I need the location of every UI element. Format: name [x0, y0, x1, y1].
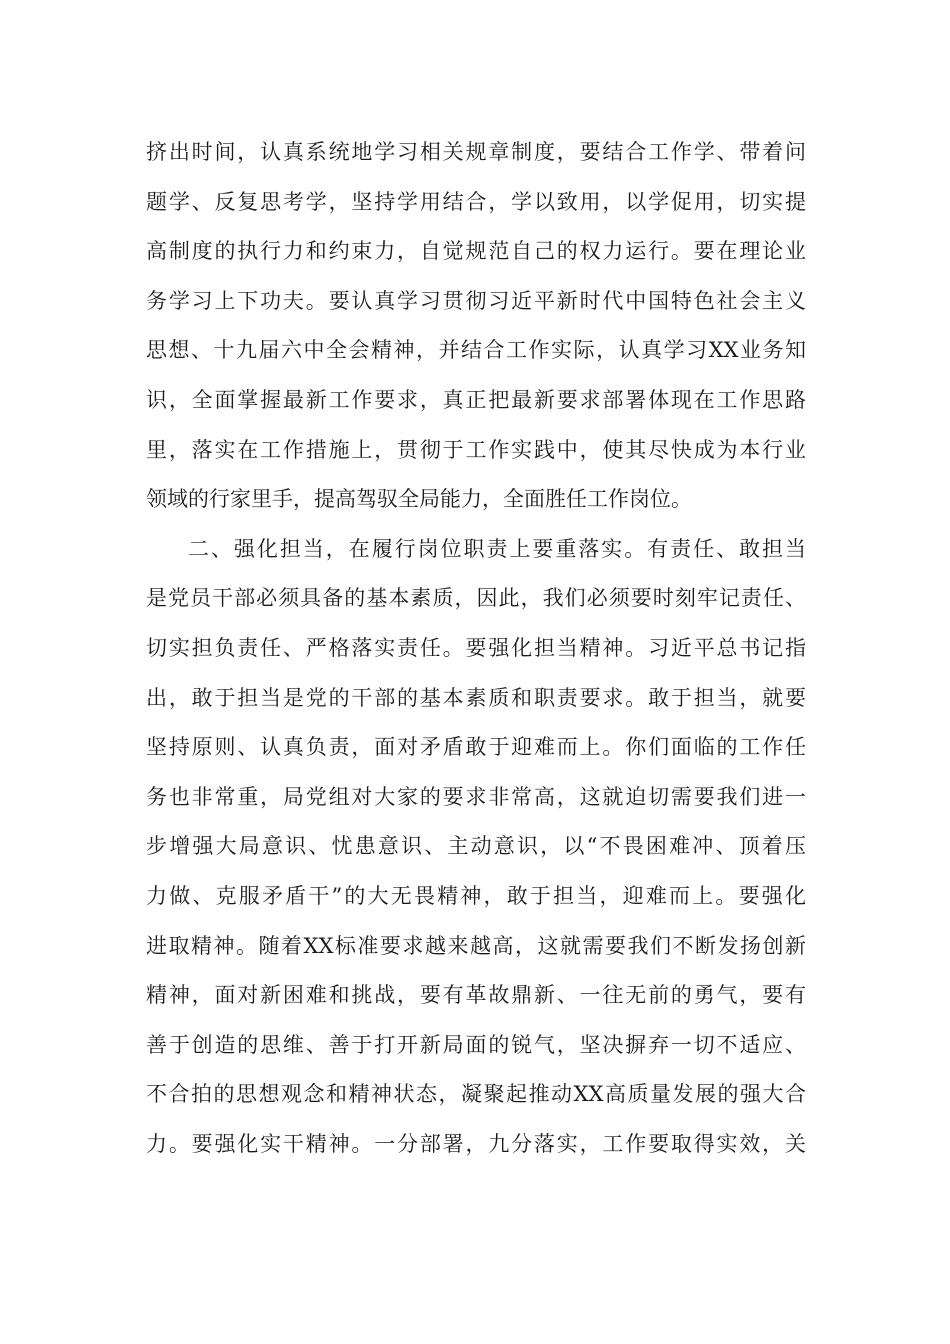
text-line: 不合拍的思想观念和精神状态，凝聚起推动XX高质量发展的强大合 — [146, 1082, 806, 1107]
text-line: 务也非常重，局党组对大家的要求非常高，这就迫切需要我们进一 — [146, 784, 806, 809]
text-line: 进取精神。随着XX标准要求越来越高，这就需要我们不断发扬创新 — [146, 933, 806, 958]
text-line: 力做、克服矛盾干”的大无畏精神，敢于担当，迎难而上。要强化 — [146, 883, 806, 908]
text-line: 步增强大局意识、忧患意识、主动意识，以“不畏困难冲、顶着压 — [146, 834, 806, 859]
text-line: 善于创造的思维、善于打开新局面的锐气，坚决摒弃一切不适应、 — [146, 1032, 806, 1057]
text-line: 识，全面掌握最新工作要求，真正把最新要求部署体现在工作思路 — [146, 387, 806, 412]
text-line: 切实担负责任、严格落实责任。要强化担当精神。习近平总书记指 — [146, 635, 806, 660]
text-line: 精神，面对新困难和挑战，要有革故鼎新、一往无前的勇气，要有 — [146, 983, 806, 1008]
text-line: 挤出时间，认真系统地学习相关规章制度，要结合工作学、带着问 — [146, 140, 806, 164]
body-text — [146, 128, 806, 1169]
text-line: 务学习上下功夫。要认真学习贯彻习近平新时代中国特色社会主义 — [146, 288, 806, 313]
text-line: 是党员干部必须具备的基本素质，因此，我们必须要时刻牢记责任、 — [146, 586, 806, 611]
text-line: 思想、十九届六中全会精神，并结合工作实际，认真学习XX业务知 — [146, 338, 806, 363]
text-line: 里，落实在工作措施上，贯彻于工作实践中，使其尽快成为本行业 — [146, 437, 806, 462]
text-line: 出，敢于担当是党的干部的基本素质和职责要求。敢于担当，就要 — [146, 685, 806, 710]
section-heading-line: 二、强化担当，在履行岗位职责上要重落实。有责任、敢担当 — [188, 536, 806, 561]
text-line: 力。要强化实干精神。一分部署，九分落实，工作要取得实效，关 — [146, 1131, 806, 1156]
paragraph-end-line: 领域的行家里手，提高驾驭全局能力，全面胜任工作岗位。 — [146, 487, 692, 512]
text-line: 题学、反复思考学，坚持学用结合，学以致用，以学促用，切实提 — [146, 189, 806, 214]
text-line: 高制度的执行力和约束力，自觉规范自己的权力运行。要在理论业 — [146, 239, 806, 264]
text-line: 坚持原则、认真负责，面对矛盾敢于迎难而上。你们面临的工作任 — [146, 735, 806, 760]
